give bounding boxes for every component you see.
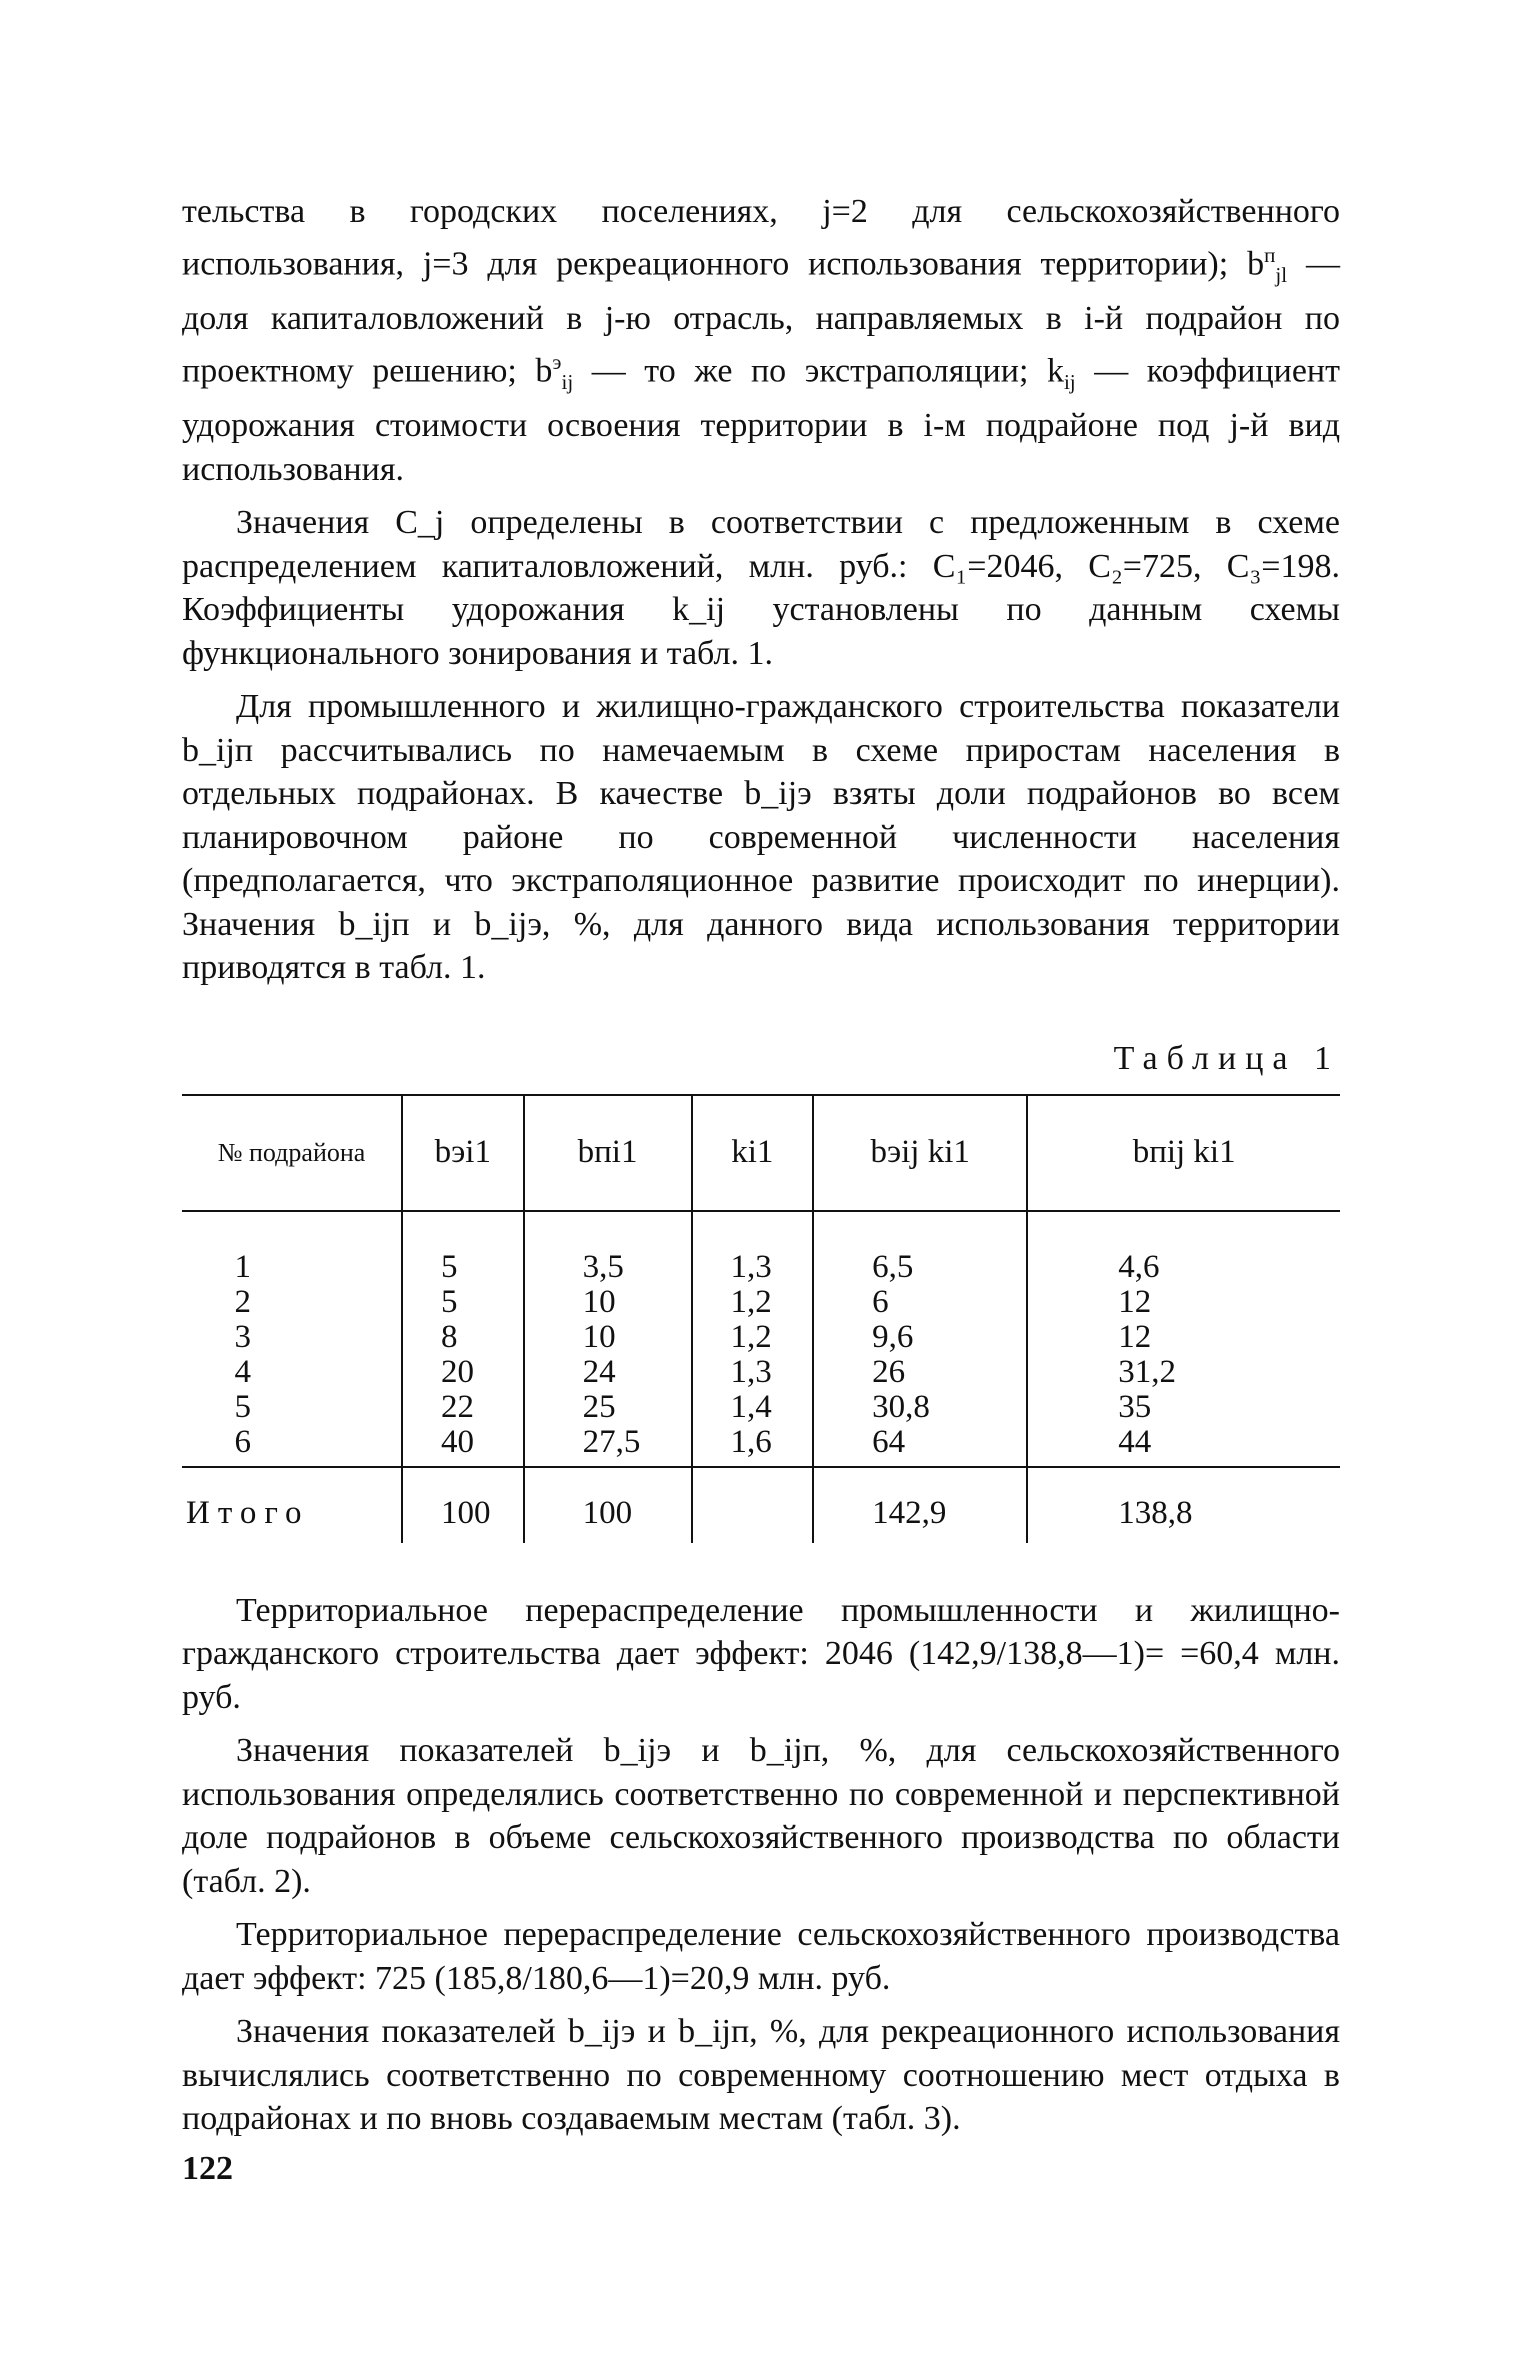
total-b-e: 100 bbox=[402, 1467, 524, 1543]
table-cell: 30,8 bbox=[872, 1388, 930, 1425]
table-cell: 5 bbox=[441, 1248, 458, 1285]
total-b-p-k: 138,8 bbox=[1027, 1467, 1340, 1543]
table-cell: 12 bbox=[1118, 1283, 1152, 1320]
table-cell: 4,6 bbox=[1118, 1248, 1160, 1285]
total-label: Итого bbox=[182, 1467, 402, 1543]
table-cell: 64 bbox=[872, 1423, 906, 1460]
table-cell: 10 bbox=[582, 1283, 616, 1320]
table-1 bbox=[182, 1094, 1340, 1543]
table-cell: 1,2 bbox=[730, 1318, 772, 1355]
table-header-row bbox=[182, 1095, 1340, 1211]
table-cell: 25 bbox=[582, 1388, 616, 1425]
table-data-block bbox=[182, 1211, 1340, 1467]
header-b-p-k: bпij ki1 bbox=[1027, 1095, 1340, 1211]
table-cell: 1,2 bbox=[730, 1283, 772, 1320]
column-district bbox=[182, 1211, 402, 1467]
column-b-e bbox=[402, 1211, 524, 1467]
header-k: ki1 bbox=[692, 1095, 814, 1211]
header-district: № подрайона bbox=[182, 1095, 402, 1211]
paragraph-3: Для промышленного и жилищно-гражданского строительства показатели b_ijп рассчитывались по намечаемым в схеме приростам населения в отдельных подрайонах. В качестве b_ijэ взяты доли подрайонов во всем планировочном районе по современной численности населения (предполагается, что экстраполяционное развитие происходит по инерции). Значения b_ijп и b_ijэ, %, для данного вида использования территории приводятся в табл. 1. bbox=[182, 688, 1340, 987]
table-cell: 5 bbox=[234, 1388, 252, 1425]
table-cell: 2 bbox=[234, 1283, 252, 1320]
table-cell: 3,5 bbox=[582, 1248, 624, 1285]
table-cell: 10 bbox=[582, 1318, 616, 1355]
table-cell: 20 bbox=[441, 1353, 475, 1390]
table-cell: 24 bbox=[582, 1353, 616, 1390]
table-cell: 1 bbox=[234, 1248, 252, 1285]
total-b-p: 100 bbox=[524, 1467, 692, 1543]
header-b-e-k: bэij ki1 bbox=[813, 1095, 1027, 1211]
table-cell: 35 bbox=[1118, 1388, 1152, 1425]
paragraph-2: Значения C_j определены в соответствии с предложенным в схеме распределением капиталовложений, млн. руб.: C₁=2046, C₂=725, C₃=198. Коэффициенты удорожания k_ij установлены по данным схемы функционального зонирования и табл. 1. bbox=[182, 504, 1340, 672]
total-k bbox=[692, 1467, 814, 1543]
table-cell: 1,6 bbox=[730, 1423, 772, 1460]
table-cell: 27,5 bbox=[582, 1423, 641, 1460]
page-number: 122 bbox=[182, 2150, 233, 2187]
table-cell: 4 bbox=[234, 1353, 252, 1390]
paragraph-5: Значения показателей b_ijэ и b_ijп, %, для сельскохозяйственного использования определялись соответственно по современной и перспективной доле подрайонов в объеме сельскохозяйственного производства по области (табл. 2). bbox=[182, 1732, 1340, 1900]
table-cell: 8 bbox=[441, 1318, 458, 1355]
paragraph-6: Территориальное перераспределение сельскохозяйственного производства дает эффект: 725 (185,8/180,6—1)=20,9 млн. руб. bbox=[182, 1916, 1340, 1997]
table-cell: 40 bbox=[441, 1423, 475, 1460]
table-cell: 26 bbox=[872, 1353, 906, 1390]
column-k bbox=[692, 1211, 814, 1467]
table-cell: 6 bbox=[234, 1423, 252, 1460]
header-b-p: bпi1 bbox=[524, 1095, 692, 1211]
column-b-p bbox=[524, 1211, 692, 1467]
table-cell: 1,3 bbox=[730, 1353, 772, 1390]
table-cell: 12 bbox=[1118, 1318, 1152, 1355]
column-b-e-k bbox=[813, 1211, 1027, 1467]
table-cell: 22 bbox=[441, 1388, 475, 1425]
table-cell: 31,2 bbox=[1118, 1353, 1177, 1390]
table-cell: 44 bbox=[1118, 1423, 1152, 1460]
total-b-e-k: 142,9 bbox=[813, 1467, 1027, 1543]
table-cell: 1,3 bbox=[730, 1248, 772, 1285]
paragraph-1: тельства в городских поселениях, j=2 для сельскохозяйственного использования, j=3 для рекреационного использования территории); $b^п_{jl}$ — доля капиталовложений в j-ю отрасль, направляемых в i-й подрайон по проектному решению; $b^э_{ij}$ — то же по экстраполяции; $k_{ij}$ — коэффициент удорожания стоимости освоения территории в i-м подрайоне под j-й вид использования. bbox=[182, 193, 1340, 488]
table-cell: 1,4 bbox=[730, 1388, 772, 1425]
table-cell: 6,5 bbox=[872, 1248, 914, 1285]
page-body bbox=[182, 190, 1340, 2141]
table-cell: 9,6 bbox=[872, 1318, 914, 1355]
table-cell: 5 bbox=[441, 1283, 458, 1320]
header-b-e: bэi1 bbox=[402, 1095, 524, 1211]
table-total-row bbox=[182, 1467, 1340, 1543]
paragraph-4: Территориальное перераспределение промышленности и жилищно-гражданского строительства дает эффект: 2046 (142,9/138,8—1)= =60,4 млн. руб. bbox=[182, 1591, 1340, 1716]
paragraph-7: Значения показателей b_ijэ и b_ijп, %, для рекреационного использования вычислялись соответственно по современному соотношению мест отдыха в подрайонах и по вновь создаваемым местам (табл. 3). bbox=[182, 2013, 1340, 2138]
table-cell: 6 bbox=[872, 1283, 889, 1320]
table-cell: 3 bbox=[234, 1318, 252, 1355]
column-b-p-k bbox=[1027, 1211, 1340, 1467]
table-caption: Таблица 1 bbox=[1113, 1039, 1340, 1077]
